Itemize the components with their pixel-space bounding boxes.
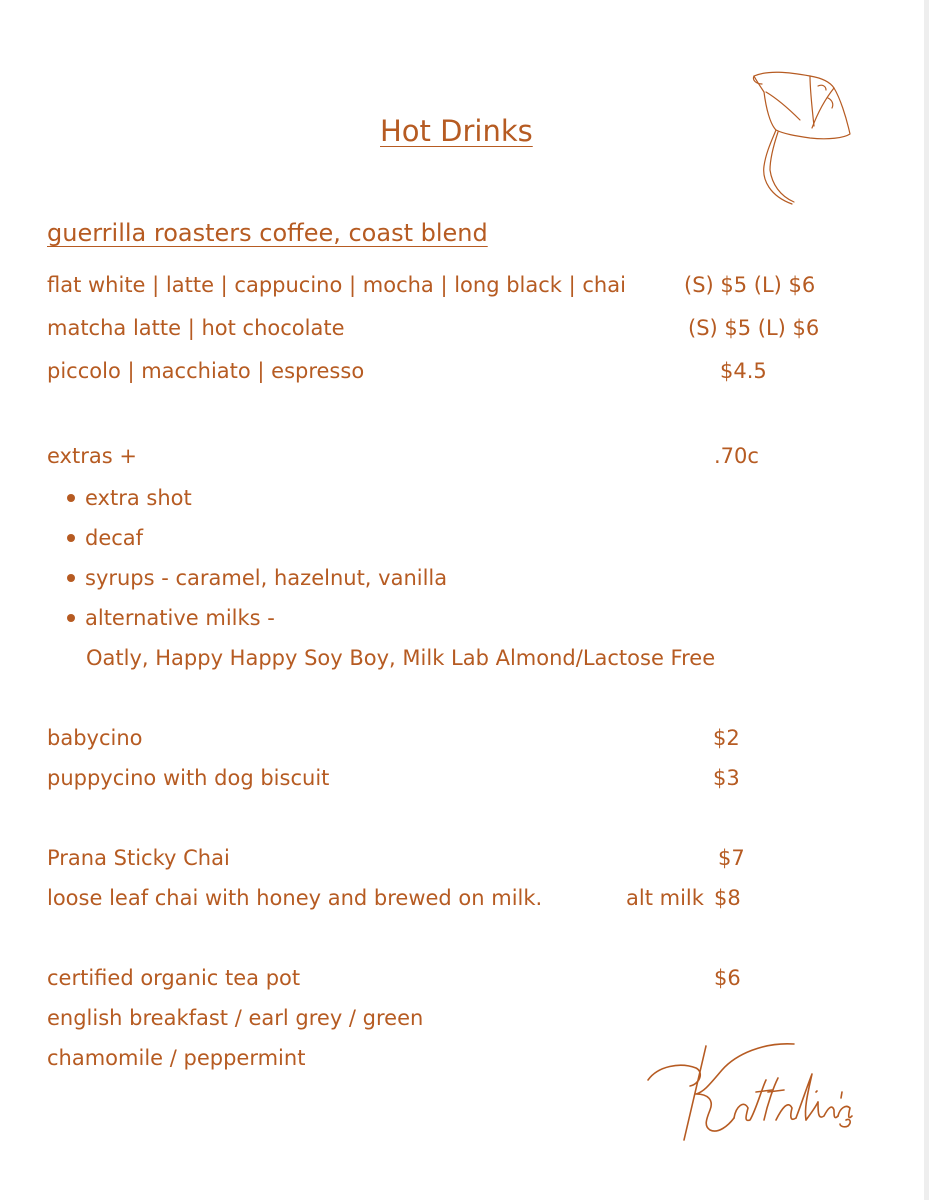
chai-price: $7 [718,846,745,870]
kids-item-price: $2 [713,726,740,750]
coffee-item-price: (S) $5 (L) $6 [688,316,820,340]
kids-item-name: puppycino with dog biscuit [47,766,330,790]
extras-item: decaf [85,526,144,550]
stingray-icon [748,68,858,208]
chai-name: Prana Sticky Chai [47,846,230,870]
chai-alt-price: $8 [714,886,741,910]
extras-price: .70c [714,444,759,468]
coffee-item-price: $4.5 [720,359,767,383]
coffee-item-name: matcha latte | hot chocolate [47,316,345,340]
chai-alt-label: alt milk [626,886,704,910]
coffee-item-name: flat white | latte | cappucino | mocha | long black | chai [47,273,626,297]
coffee-item-name: piccolo | macchiato | espresso [47,359,365,383]
extras-label: extras + [47,444,137,468]
section-title-coffee: guerrilla roasters coffee, coast blend [47,219,488,247]
page-edge [924,0,929,1200]
brand-signature-logo [644,1036,854,1146]
coffee-item-price: (S) $5 (L) $6 [684,273,816,297]
bullet-dot [67,534,75,542]
milk-list: Oatly, Happy Happy Soy Boy, Milk Lab Almond/Lactose Free [86,646,716,670]
bullet-dot [67,494,75,502]
bullet-dot [67,574,75,582]
tea-price: $6 [714,966,741,990]
page-title: Hot Drinks [380,114,533,148]
tea-name: certified organic tea pot [47,966,301,990]
tea-varieties: chamomile / peppermint [47,1046,306,1070]
extras-item: extra shot [85,486,192,510]
kids-item-name: babycino [47,726,143,750]
extras-item: syrups - caramel, hazelnut, vanilla [85,566,448,590]
kids-item-price: $3 [713,766,740,790]
tea-varieties: english breakfast / earl grey / green [47,1006,424,1030]
extras-item: alternative milks - [85,606,275,630]
chai-description: loose leaf chai with honey and brewed on milk. [47,886,543,910]
bullet-dot [67,614,75,622]
